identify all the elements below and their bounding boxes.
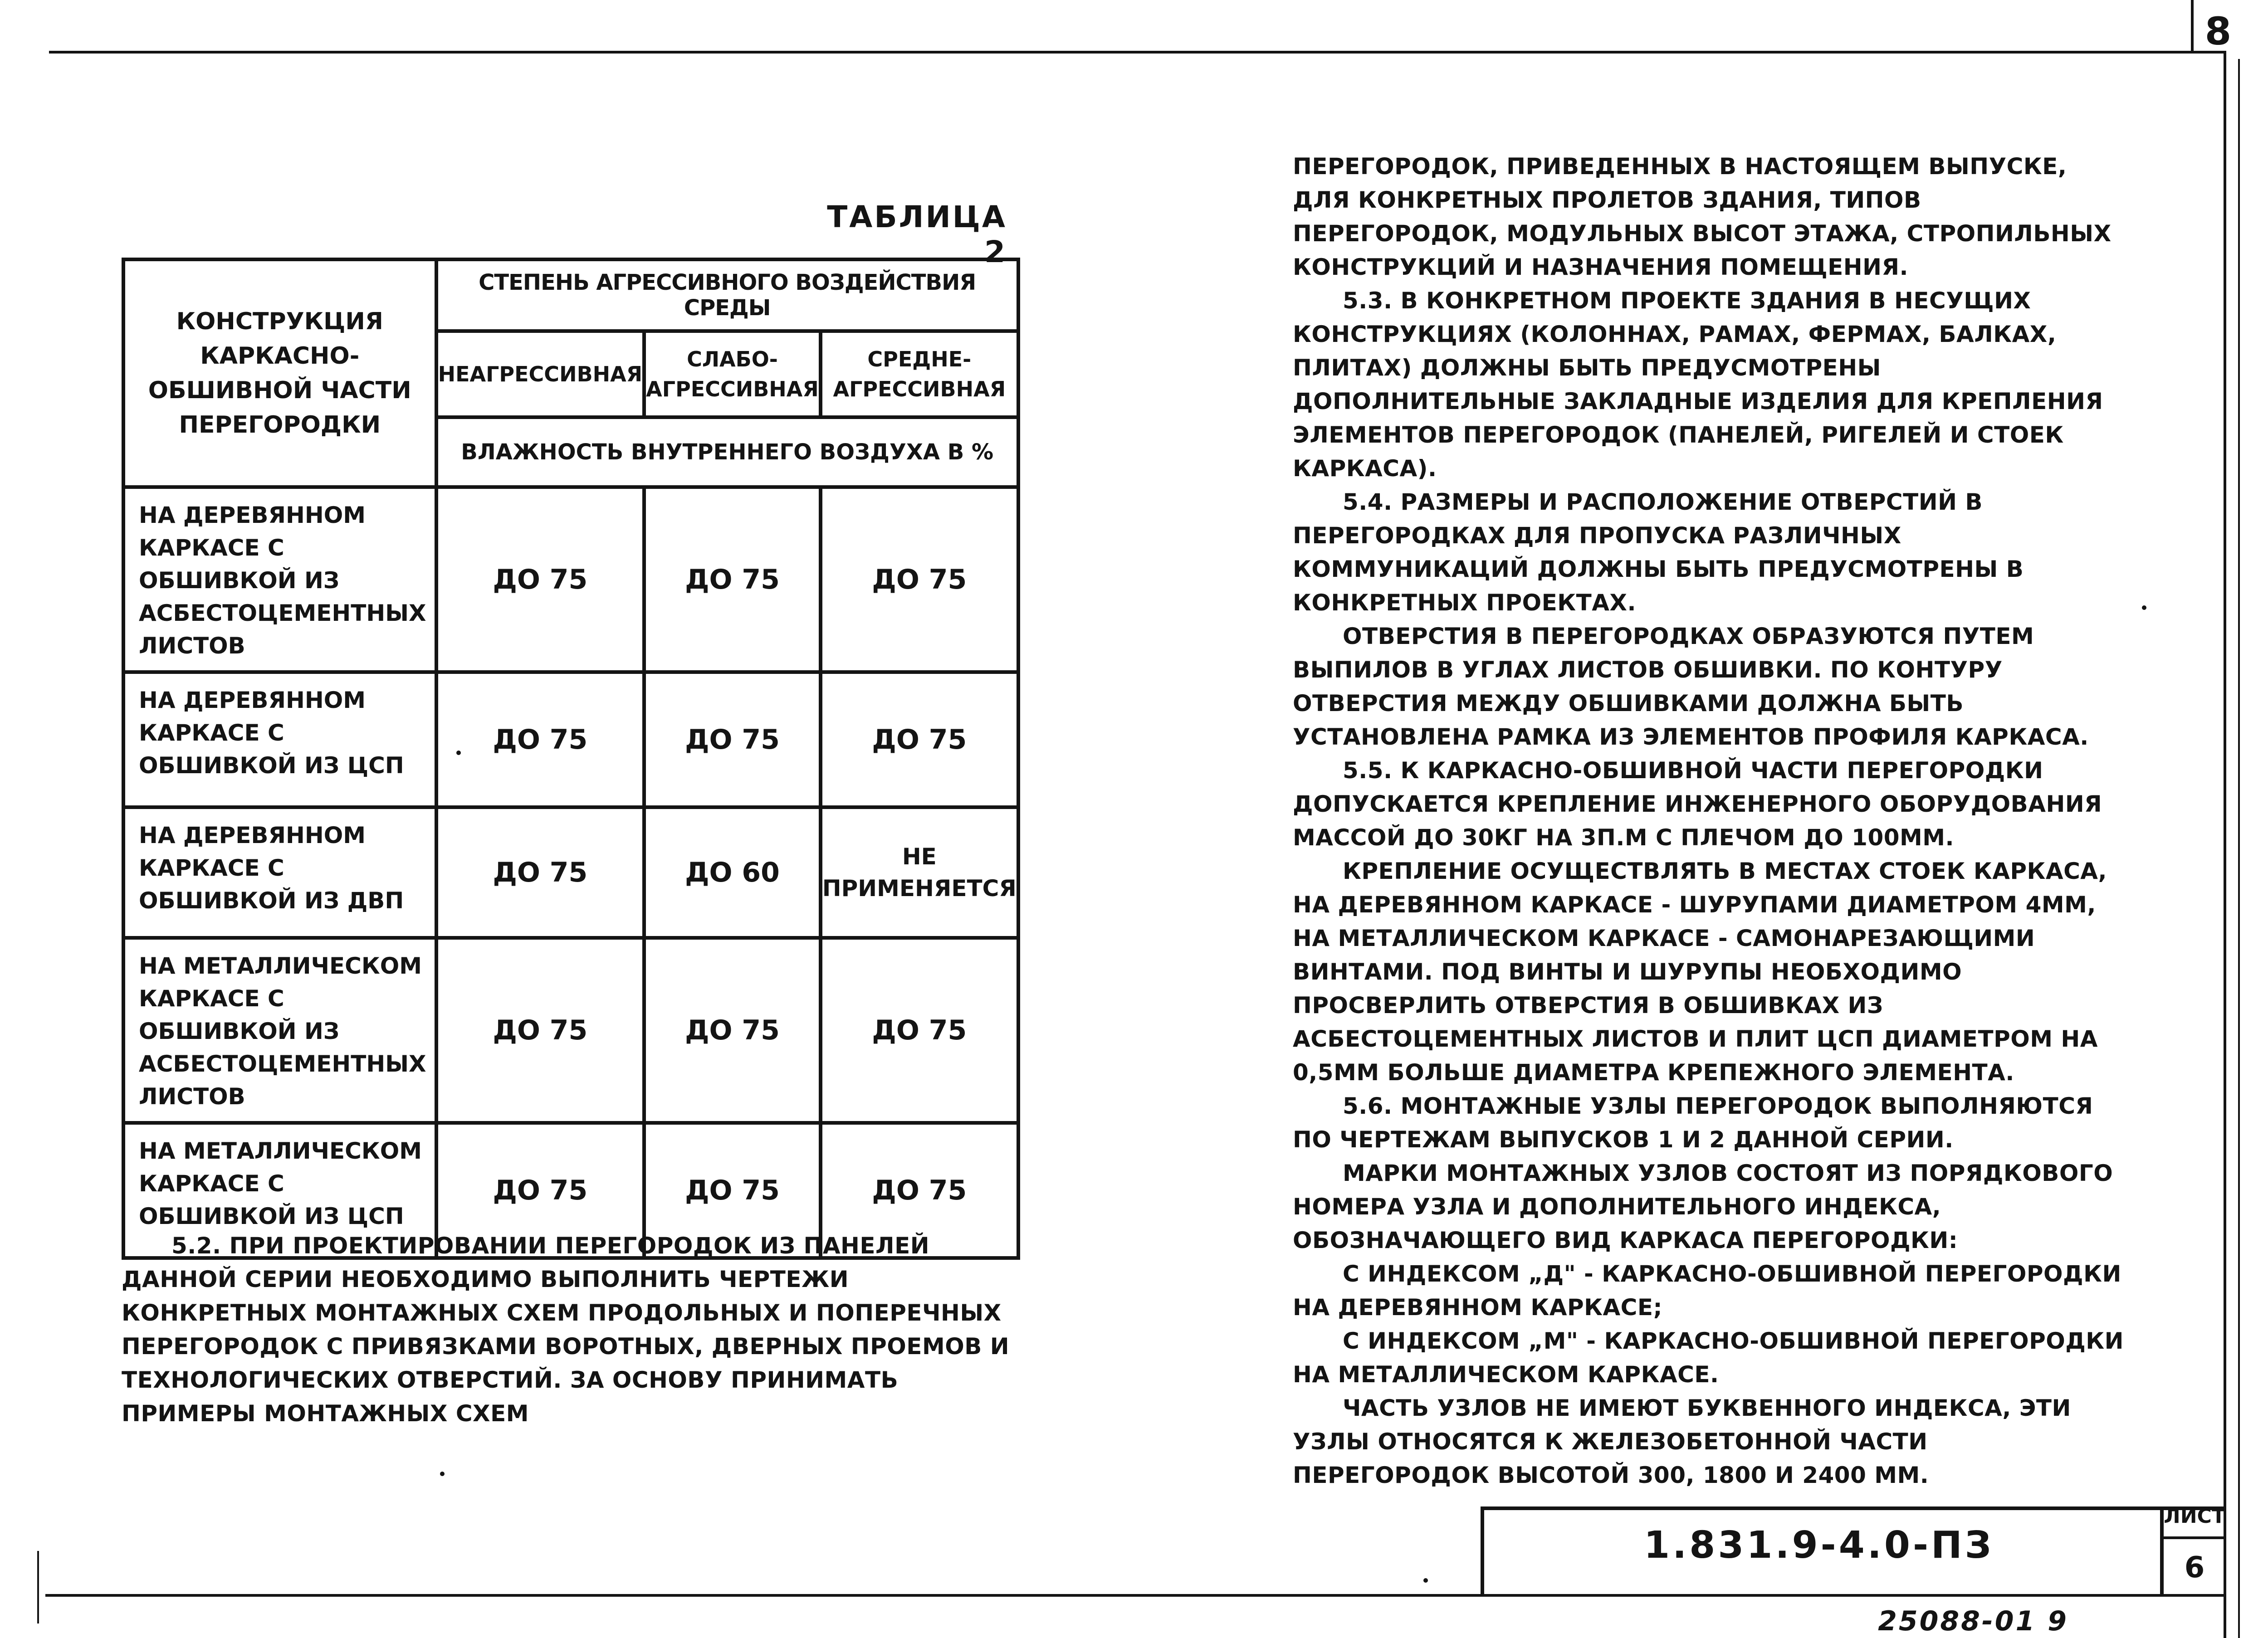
row-label: НА ДЕРЕВЯННОМ КАРКАСЕ С ОБШИВКОЙ ИЗ ДВП [123,807,436,938]
sheet-label: ЛИСТ [2164,1505,2225,1528]
stamp-top-line [1483,1506,2226,1510]
header-humidity: ВЛАЖНОСТЬ ВНУТРЕННЕГО ВОЗДУХА В % [436,417,1018,487]
cell-non-aggressive: ДО 75 [436,1123,645,1258]
row-label: НА МЕТАЛЛИЧЕСКОМ КАРКАСЕ С ОБШИВКОЙ ИЗ ЦСП [123,1123,436,1258]
header-non-aggressive: НЕАГРЕССИВНАЯ [436,331,645,417]
table-row [123,938,1018,1123]
paragraph-continuation: ПЕРЕГОРОДОК, ПРИВЕДЕННЫХ В НАСТОЯЩЕМ ВЫПУСКЕ, ДЛЯ КОНКРЕТНЫХ ПРОЛЕТОВ ЗДАНИЯ, ТИПОВ ПЕРЕГОРОДОК, МОДУЛЬНЫХ ВЫСОТ ЭТАЖА, СТРОПИЛЬНЫХ КОНСТРУКЦИЙ И НАЗНАЧЕНИЯ ПОМЕЩЕНИЯ. [1293,153,2112,280]
sheet-number: 6 [2184,1551,2205,1584]
speck [440,1472,445,1476]
right-column-text [1293,150,2127,1492]
cell-non-aggressive: ДО 75 [436,487,645,672]
document-code: 1.831.9-4.0-ПЗ [1644,1524,1994,1567]
paragraph-fastening: КРЕПЛЕНИЕ ОСУЩЕСТВЛЯТЬ В МЕСТАХ СТОЕК КАРКАСА, НА ДЕРЕВЯННОМ КАРКАСЕ - ШУРУПАМИ ДИАМЕТРОМ 4ММ, НА МЕТАЛЛИЧЕСКОМ КАРКАСЕ - САМОНАРЕЗАЮЩИМИ ВИНТАМИ. ПОД ВИНТЫ И ШУРУПЫ НЕОБХОДИМО ПРОСВЕРЛИТЬ ОТВЕРСТИЯ В ОБШИВКАХ ИЗ АСБЕСТОЦЕМЕНТНЫХ ЛИСТОВ И ПЛИТ ЦСП ДИАМЕТРОМ НА 0,5ММ БОЛЬШЕ ДИАМЕТРА КРЕПЕЖНОГО ЭЛЕМЕНТА. [1293,858,2107,1086]
speck [1423,1578,1428,1583]
speck [2142,605,2146,610]
speck [456,751,461,755]
table-row [123,807,1018,938]
cell-non-aggressive: ДО 75 [436,672,645,807]
paragraph-5-6: 5.6. МОНТАЖНЫЕ УЗЛЫ ПЕРЕГОРОДОК ВЫПОЛНЯЮТСЯ ПО ЧЕРТЕЖАМ ВЫПУСКОВ 1 И 2 ДАННОЙ СЕРИИ. [1293,1093,2093,1153]
paragraph-5-4: 5.4. РАЗМЕРЫ И РАСПОЛОЖЕНИЕ ОТВЕРСТИЙ В ПЕРЕГОРОДКАХ ДЛЯ ПРОПУСКА РАЗЛИЧНЫХ КОММУНИКАЦИЙ ДОЛЖНЫ БЫТЬ ПРЕДУСМОТРЕНЫ В КОНКРЕТНЫХ ПРОЕКТАХ. [1293,489,2024,616]
header-aggressiveness: СТЕПЕНЬ АГРЕССИВНОГО ВОЗДЕЙСТВИЯ СРЕДЫ [436,259,1018,331]
paragraph-index-d: С ИНДЕКСОМ „Д" - КАРКАСНО-ОБШИВНОЙ ПЕРЕГОРОДКИ НА ДЕРЕВЯННОМ КАРКАСЕ; [1293,1261,2121,1321]
table-caption: ТАБЛИЦА 2 [827,200,1007,269]
stamp-left-line [1481,1506,1484,1595]
inventory-number: 25088-01 9 [1878,1605,2068,1637]
bottom-border-line [45,1594,2226,1597]
paragraph-no-index: ЧАСТЬ УЗЛОВ НЕ ИМЕЮТ БУКВЕННОГО ИНДЕКСА, ЭТИ УЗЛЫ ОТНОСЯТСЯ К ЖЕЛЕЗОБЕТОННОЙ ЧАСТИ ПЕРЕГОРОДОК ВЫСОТОЙ 300, 1800 И 2400 ММ. [1293,1395,2071,1488]
paragraph-openings: ОТВЕРСТИЯ В ПЕРЕГОРОДКАХ ОБРАЗУЮТСЯ ПУТЕМ ВЫПИЛОВ В УГЛАХ ЛИСТОВ ОБШИВКИ. ПО КОНТУРУ ОТВЕРСТИЯ МЕЖДУ ОБШИВКАМИ ДОЛЖНА БЫТЬ УСТАНОВЛЕНА РАМКА ИЗ ЭЛЕМЕНТОВ ПРОФИЛЯ КАРКАСА. [1293,623,2089,750]
cell-medium-aggressive: ДО 75 [821,938,1018,1123]
header-medium-aggressive: СРЕДНЕ-АГРЕССИВНАЯ [821,331,1018,417]
cell-medium-aggressive: НЕ ПРИМЕНЯЕТСЯ [821,807,1018,938]
cell-weakly-aggressive: ДО 60 [644,807,821,938]
cell-weakly-aggressive: ДО 75 [644,1123,821,1258]
paragraph-5-2: 5.2. ПРИ ПРОЕКТИРОВАНИИ ПЕРЕГОРОДОК ИЗ ПАНЕЛЕЙ ДАННОЙ СЕРИИ НЕОБХОДИМО ВЫПОЛНИТЬ ЧЕРТЕЖИ КОНКРЕТНЫХ МОНТАЖНЫХ СХЕМ ПРОДОЛЬНЫХ И ПОПЕРЕЧНЫХ ПЕРЕГОРОДОК С ПРИВЯЗКАМИ ВОРОТНЫХ, ДВЕРНЫХ ПРОЕМОВ И ТЕХНОЛОГИЧЕСКИХ ОТВЕРСТИЙ. ЗА ОСНОВУ ПРИНИМАТЬ ПРИМЕРЫ МОНТАЖНЫХ СХЕМ [122,1233,1010,1427]
cell-non-aggressive: ДО 75 [436,938,645,1123]
top-border-line [49,51,2226,54]
left-margin-line [37,1551,39,1623]
table-row [123,672,1018,807]
cell-non-aggressive: ДО 75 [436,807,645,938]
cell-medium-aggressive: ДО 75 [821,672,1018,807]
stamp-sheet-label-line [2160,1536,2226,1539]
paragraph-5-5: 5.5. К КАРКАСНО-ОБШИВНОЙ ЧАСТИ ПЕРЕГОРОДКИ ДОПУСКАЕТСЯ КРЕПЛЕНИЕ ИНЖЕНЕРНОГО ОБОРУДОВАНИЯ МАССОЙ ДО 30КГ НА 3П.М С ПЛЕЧОМ ДО 100ММ. [1293,757,2102,851]
right-frame-inner-line [2238,59,2240,1638]
aggressiveness-table [122,258,1020,1260]
header-construction: КОНСТРУКЦИЯ КАРКАСНО-ОБШИВНОЙ ЧАСТИ ПЕРЕГОРОДКИ [123,259,436,487]
header-weakly-aggressive: СЛАБО-АГРЕССИВНАЯ [644,331,821,417]
row-label: НА ДЕРЕВЯННОМ КАРКАСЕ С ОБШИВКОЙ ИЗ ЦСП [123,672,436,807]
paragraph-marks: МАРКИ МОНТАЖНЫХ УЗЛОВ СОСТОЯТ ИЗ ПОРЯДКОВОГО НОМЕРА УЗЛА И ДОПОЛНИТЕЛЬНОГО ИНДЕКСА, ОБОЗНАЧАЮЩЕГО ВИД КАРКАСА ПЕРЕГОРОДКИ: [1293,1160,2113,1253]
cell-weakly-aggressive: ДО 75 [644,487,821,672]
right-frame-line [2224,51,2226,1638]
paragraph-5-3: 5.3. В КОНКРЕТНОМ ПРОЕКТЕ ЗДАНИЯ В НЕСУЩИХ КОНСТРУКЦИЯХ (КОЛОННАХ, РАМАХ, ФЕРМАХ, БАЛКАХ, ПЛИТАХ) ДОЛЖНЫ БЫТЬ ПРЕДУСМОТРЕНЫ ДОПОЛНИТЕЛЬНЫЕ ЗАКЛАДНЫЕ ИЗДЕЛИЯ ДЛЯ КРЕПЛЕНИЯ ЭЛЕМЕНТОВ ПЕРЕГОРОДОК (ПАНЕЛЕЙ, РИГЕЛЕЙ И СТОЕК КАРКАСА). [1293,288,2103,482]
row-label: НА ДЕРЕВЯННОМ КАРКАСЕ С ОБШИВКОЙ ИЗ АСБЕСТОЦЕМЕНТНЫХ ЛИСТОВ [123,487,436,672]
cell-medium-aggressive: ДО 75 [821,487,1018,672]
row-label: НА МЕТАЛЛИЧЕСКОМ КАРКАСЕ С ОБШИВКОЙ ИЗ АСБЕСТОЦЕМЕНТНЫХ ЛИСТОВ [123,938,436,1123]
paragraph-index-m: С ИНДЕКСОМ „М" - КАРКАСНО-ОБШИВНОЙ ПЕРЕГОРОДКИ НА МЕТАЛЛИЧЕСКОМ КАРКАСЕ. [1293,1328,2124,1388]
cell-medium-aggressive: ДО 75 [821,1123,1018,1258]
page-number: 8 [2204,9,2232,54]
cell-weakly-aggressive: ДО 75 [644,672,821,807]
table-row [123,487,1018,672]
cell-weakly-aggressive: ДО 75 [644,938,821,1123]
